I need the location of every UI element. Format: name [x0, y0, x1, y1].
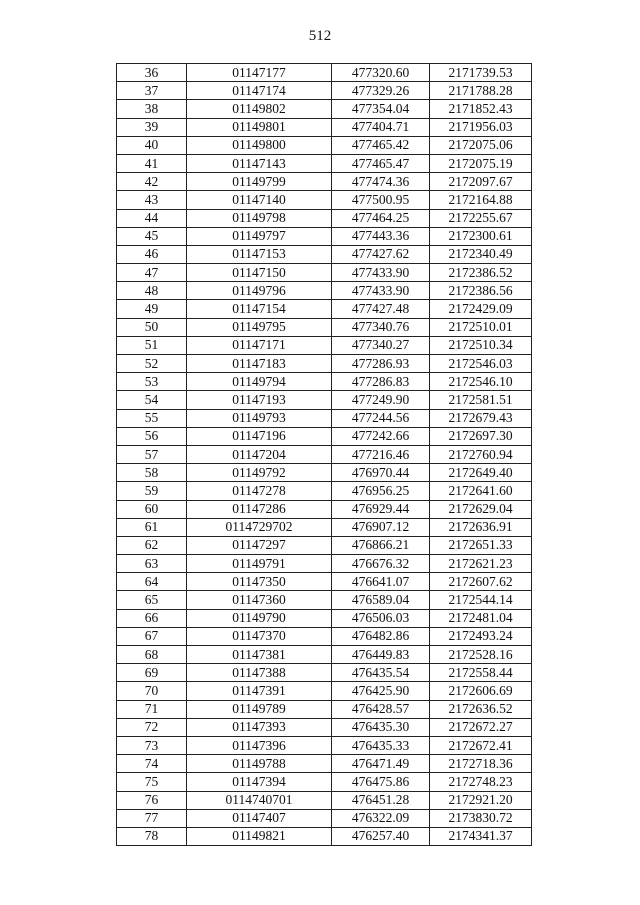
y-coordinate-cell: 2172386.52 — [430, 264, 532, 282]
table-row — [117, 373, 532, 391]
row-number-cell: 42 — [117, 173, 187, 191]
point-id-cell: 01149796 — [187, 282, 332, 300]
x-coordinate-cell: 476641.07 — [332, 573, 430, 591]
row-number-cell: 50 — [117, 318, 187, 336]
x-coordinate-cell: 477464.25 — [332, 209, 430, 227]
table-row — [117, 209, 532, 227]
row-number-cell: 68 — [117, 646, 187, 664]
row-number-cell: 54 — [117, 391, 187, 409]
table-row — [117, 445, 532, 463]
point-id-cell: 01147154 — [187, 300, 332, 318]
point-id-cell: 01147140 — [187, 191, 332, 209]
y-coordinate-cell: 2172629.04 — [430, 500, 532, 518]
y-coordinate-cell: 2172636.91 — [430, 518, 532, 536]
row-number-cell: 48 — [117, 282, 187, 300]
table-row — [117, 264, 532, 282]
row-number-cell: 37 — [117, 82, 187, 100]
y-coordinate-cell: 2171956.03 — [430, 118, 532, 136]
table-row — [117, 736, 532, 754]
x-coordinate-cell: 477427.62 — [332, 245, 430, 263]
row-number-cell: 55 — [117, 409, 187, 427]
row-number-cell: 67 — [117, 627, 187, 645]
row-number-cell: 49 — [117, 300, 187, 318]
row-number-cell: 43 — [117, 191, 187, 209]
point-id-cell: 01149821 — [187, 827, 332, 845]
y-coordinate-cell: 2172679.43 — [430, 409, 532, 427]
x-coordinate-cell: 477329.26 — [332, 82, 430, 100]
x-coordinate-cell: 476956.25 — [332, 482, 430, 500]
x-coordinate-cell: 477465.42 — [332, 136, 430, 154]
point-id-cell: 01147407 — [187, 809, 332, 827]
y-coordinate-cell: 2172651.33 — [430, 536, 532, 554]
x-coordinate-cell: 476589.04 — [332, 591, 430, 609]
x-coordinate-cell: 477474.36 — [332, 173, 430, 191]
table-row — [117, 355, 532, 373]
x-coordinate-cell: 477465.47 — [332, 154, 430, 172]
x-coordinate-cell: 476428.57 — [332, 700, 430, 718]
x-coordinate-cell: 477443.36 — [332, 227, 430, 245]
table-row — [117, 427, 532, 445]
y-coordinate-cell: 2172748.23 — [430, 773, 532, 791]
row-number-cell: 58 — [117, 464, 187, 482]
row-number-cell: 62 — [117, 536, 187, 554]
row-number-cell: 76 — [117, 791, 187, 809]
point-id-cell: 01149792 — [187, 464, 332, 482]
point-id-cell: 01149799 — [187, 173, 332, 191]
point-id-cell: 01147153 — [187, 245, 332, 263]
y-coordinate-cell: 2172606.69 — [430, 682, 532, 700]
point-id-cell: 01149788 — [187, 755, 332, 773]
y-coordinate-cell: 2172164.88 — [430, 191, 532, 209]
table-row — [117, 482, 532, 500]
row-number-cell: 47 — [117, 264, 187, 282]
row-number-cell: 69 — [117, 664, 187, 682]
table-row — [117, 555, 532, 573]
x-coordinate-cell: 476676.32 — [332, 555, 430, 573]
y-coordinate-cell: 2172672.41 — [430, 736, 532, 754]
point-id-cell: 01149793 — [187, 409, 332, 427]
point-id-cell: 01147183 — [187, 355, 332, 373]
table-row — [117, 282, 532, 300]
table-row — [117, 718, 532, 736]
point-id-cell: 01147171 — [187, 336, 332, 354]
y-coordinate-cell: 2172558.44 — [430, 664, 532, 682]
y-coordinate-cell: 2172510.01 — [430, 318, 532, 336]
y-coordinate-cell: 2172760.94 — [430, 445, 532, 463]
y-coordinate-cell: 2172581.51 — [430, 391, 532, 409]
x-coordinate-cell: 476970.44 — [332, 464, 430, 482]
table-row — [117, 664, 532, 682]
x-coordinate-cell: 477216.46 — [332, 445, 430, 463]
y-coordinate-cell: 2173830.72 — [430, 809, 532, 827]
row-number-cell: 74 — [117, 755, 187, 773]
y-coordinate-cell: 2172546.03 — [430, 355, 532, 373]
x-coordinate-cell: 476435.30 — [332, 718, 430, 736]
row-number-cell: 70 — [117, 682, 187, 700]
point-id-cell: 01147177 — [187, 64, 332, 82]
point-id-cell: 01147286 — [187, 500, 332, 518]
point-id-cell: 01149790 — [187, 609, 332, 627]
y-coordinate-cell: 2172481.04 — [430, 609, 532, 627]
row-number-cell: 38 — [117, 100, 187, 118]
point-id-cell: 01149798 — [187, 209, 332, 227]
y-coordinate-cell: 2172097.67 — [430, 173, 532, 191]
y-coordinate-cell: 2172528.16 — [430, 646, 532, 664]
table-row — [117, 755, 532, 773]
y-coordinate-cell: 2172607.62 — [430, 573, 532, 591]
row-number-cell: 65 — [117, 591, 187, 609]
x-coordinate-cell: 476471.49 — [332, 755, 430, 773]
row-number-cell: 75 — [117, 773, 187, 791]
table-row — [117, 300, 532, 318]
row-number-cell: 36 — [117, 64, 187, 82]
y-coordinate-cell: 2172697.30 — [430, 427, 532, 445]
table-row — [117, 336, 532, 354]
y-coordinate-cell: 2172718.36 — [430, 755, 532, 773]
row-number-cell: 46 — [117, 245, 187, 263]
y-coordinate-cell: 2172300.61 — [430, 227, 532, 245]
point-id-cell: 01147193 — [187, 391, 332, 409]
table-row — [117, 191, 532, 209]
x-coordinate-cell: 477242.66 — [332, 427, 430, 445]
point-id-cell: 01147393 — [187, 718, 332, 736]
point-id-cell: 01147204 — [187, 445, 332, 463]
table-row — [117, 573, 532, 591]
x-coordinate-cell: 477286.93 — [332, 355, 430, 373]
y-coordinate-cell: 2172921.20 — [430, 791, 532, 809]
table-row — [117, 154, 532, 172]
point-id-cell: 01147370 — [187, 627, 332, 645]
row-number-cell: 40 — [117, 136, 187, 154]
table-row — [117, 591, 532, 609]
row-number-cell: 59 — [117, 482, 187, 500]
row-number-cell: 39 — [117, 118, 187, 136]
coordinates-table-body — [117, 64, 532, 846]
row-number-cell: 60 — [117, 500, 187, 518]
point-id-cell: 01147150 — [187, 264, 332, 282]
x-coordinate-cell: 476482.86 — [332, 627, 430, 645]
x-coordinate-cell: 476435.33 — [332, 736, 430, 754]
row-number-cell: 52 — [117, 355, 187, 373]
row-number-cell: 41 — [117, 154, 187, 172]
point-id-cell: 01149791 — [187, 555, 332, 573]
table-row — [117, 500, 532, 518]
y-coordinate-cell: 2172636.52 — [430, 700, 532, 718]
row-number-cell: 71 — [117, 700, 187, 718]
y-coordinate-cell: 2171788.28 — [430, 82, 532, 100]
x-coordinate-cell: 477427.48 — [332, 300, 430, 318]
y-coordinate-cell: 2172672.27 — [430, 718, 532, 736]
point-id-cell: 01147388 — [187, 664, 332, 682]
x-coordinate-cell: 477249.90 — [332, 391, 430, 409]
table-row — [117, 136, 532, 154]
x-coordinate-cell: 477500.95 — [332, 191, 430, 209]
point-id-cell: 01147174 — [187, 82, 332, 100]
table-row — [117, 100, 532, 118]
point-id-cell: 01147297 — [187, 536, 332, 554]
row-number-cell: 61 — [117, 518, 187, 536]
row-number-cell: 53 — [117, 373, 187, 391]
row-number-cell: 64 — [117, 573, 187, 591]
table-row — [117, 646, 532, 664]
point-id-cell: 01149800 — [187, 136, 332, 154]
y-coordinate-cell: 2172493.24 — [430, 627, 532, 645]
table-row — [117, 64, 532, 82]
y-coordinate-cell: 2172386.56 — [430, 282, 532, 300]
point-id-cell: 01147360 — [187, 591, 332, 609]
point-id-cell: 01147196 — [187, 427, 332, 445]
x-coordinate-cell: 477340.76 — [332, 318, 430, 336]
point-id-cell: 01149795 — [187, 318, 332, 336]
table-row — [117, 409, 532, 427]
row-number-cell: 44 — [117, 209, 187, 227]
row-number-cell: 77 — [117, 809, 187, 827]
x-coordinate-cell: 476257.40 — [332, 827, 430, 845]
table-row — [117, 82, 532, 100]
x-coordinate-cell: 477286.83 — [332, 373, 430, 391]
x-coordinate-cell: 476451.28 — [332, 791, 430, 809]
y-coordinate-cell: 2172621.23 — [430, 555, 532, 573]
y-coordinate-cell: 2172510.34 — [430, 336, 532, 354]
y-coordinate-cell: 2172340.49 — [430, 245, 532, 263]
table-row — [117, 627, 532, 645]
table-row — [117, 227, 532, 245]
table-row — [117, 173, 532, 191]
y-coordinate-cell: 2171739.53 — [430, 64, 532, 82]
table-row — [117, 464, 532, 482]
y-coordinate-cell: 2171852.43 — [430, 100, 532, 118]
x-coordinate-cell: 476506.03 — [332, 609, 430, 627]
x-coordinate-cell: 477354.04 — [332, 100, 430, 118]
point-id-cell: 01147381 — [187, 646, 332, 664]
x-coordinate-cell: 477244.56 — [332, 409, 430, 427]
y-coordinate-cell: 2172546.10 — [430, 373, 532, 391]
x-coordinate-cell: 477404.71 — [332, 118, 430, 136]
y-coordinate-cell: 2172641.60 — [430, 482, 532, 500]
x-coordinate-cell: 476907.12 — [332, 518, 430, 536]
point-id-cell: 01149802 — [187, 100, 332, 118]
x-coordinate-cell: 477433.90 — [332, 264, 430, 282]
coordinates-table — [116, 63, 532, 846]
table-row — [117, 609, 532, 627]
y-coordinate-cell: 2172544.14 — [430, 591, 532, 609]
point-id-cell: 0114729702 — [187, 518, 332, 536]
point-id-cell: 01149789 — [187, 700, 332, 718]
x-coordinate-cell: 477320.60 — [332, 64, 430, 82]
table-row — [117, 773, 532, 791]
table-row — [117, 391, 532, 409]
y-coordinate-cell: 2172075.06 — [430, 136, 532, 154]
table-row — [117, 791, 532, 809]
x-coordinate-cell: 477340.27 — [332, 336, 430, 354]
point-id-cell: 0114740701 — [187, 791, 332, 809]
x-coordinate-cell: 476475.86 — [332, 773, 430, 791]
point-id-cell: 01147350 — [187, 573, 332, 591]
row-number-cell: 63 — [117, 555, 187, 573]
y-coordinate-cell: 2172255.67 — [430, 209, 532, 227]
x-coordinate-cell: 477433.90 — [332, 282, 430, 300]
point-id-cell: 01147394 — [187, 773, 332, 791]
x-coordinate-cell: 476322.09 — [332, 809, 430, 827]
x-coordinate-cell: 476449.83 — [332, 646, 430, 664]
row-number-cell: 73 — [117, 736, 187, 754]
y-coordinate-cell: 2172649.40 — [430, 464, 532, 482]
table-row — [117, 318, 532, 336]
page-number: 512 — [308, 28, 332, 44]
table-row — [117, 518, 532, 536]
table-row — [117, 118, 532, 136]
x-coordinate-cell: 476425.90 — [332, 682, 430, 700]
row-number-cell: 56 — [117, 427, 187, 445]
table-row — [117, 682, 532, 700]
x-coordinate-cell: 476866.21 — [332, 536, 430, 554]
y-coordinate-cell: 2172075.19 — [430, 154, 532, 172]
point-id-cell: 01147278 — [187, 482, 332, 500]
row-number-cell: 78 — [117, 827, 187, 845]
row-number-cell: 45 — [117, 227, 187, 245]
row-number-cell: 72 — [117, 718, 187, 736]
table-row — [117, 245, 532, 263]
point-id-cell: 01149797 — [187, 227, 332, 245]
table-row — [117, 809, 532, 827]
y-coordinate-cell: 2172429.09 — [430, 300, 532, 318]
table-row — [117, 700, 532, 718]
point-id-cell: 01147396 — [187, 736, 332, 754]
point-id-cell: 01147143 — [187, 154, 332, 172]
y-coordinate-cell: 2174341.37 — [430, 827, 532, 845]
row-number-cell: 66 — [117, 609, 187, 627]
x-coordinate-cell: 476929.44 — [332, 500, 430, 518]
point-id-cell: 01147391 — [187, 682, 332, 700]
row-number-cell: 51 — [117, 336, 187, 354]
point-id-cell: 01149794 — [187, 373, 332, 391]
table-row — [117, 827, 532, 845]
x-coordinate-cell: 476435.54 — [332, 664, 430, 682]
point-id-cell: 01149801 — [187, 118, 332, 136]
row-number-cell: 57 — [117, 445, 187, 463]
table-row — [117, 536, 532, 554]
